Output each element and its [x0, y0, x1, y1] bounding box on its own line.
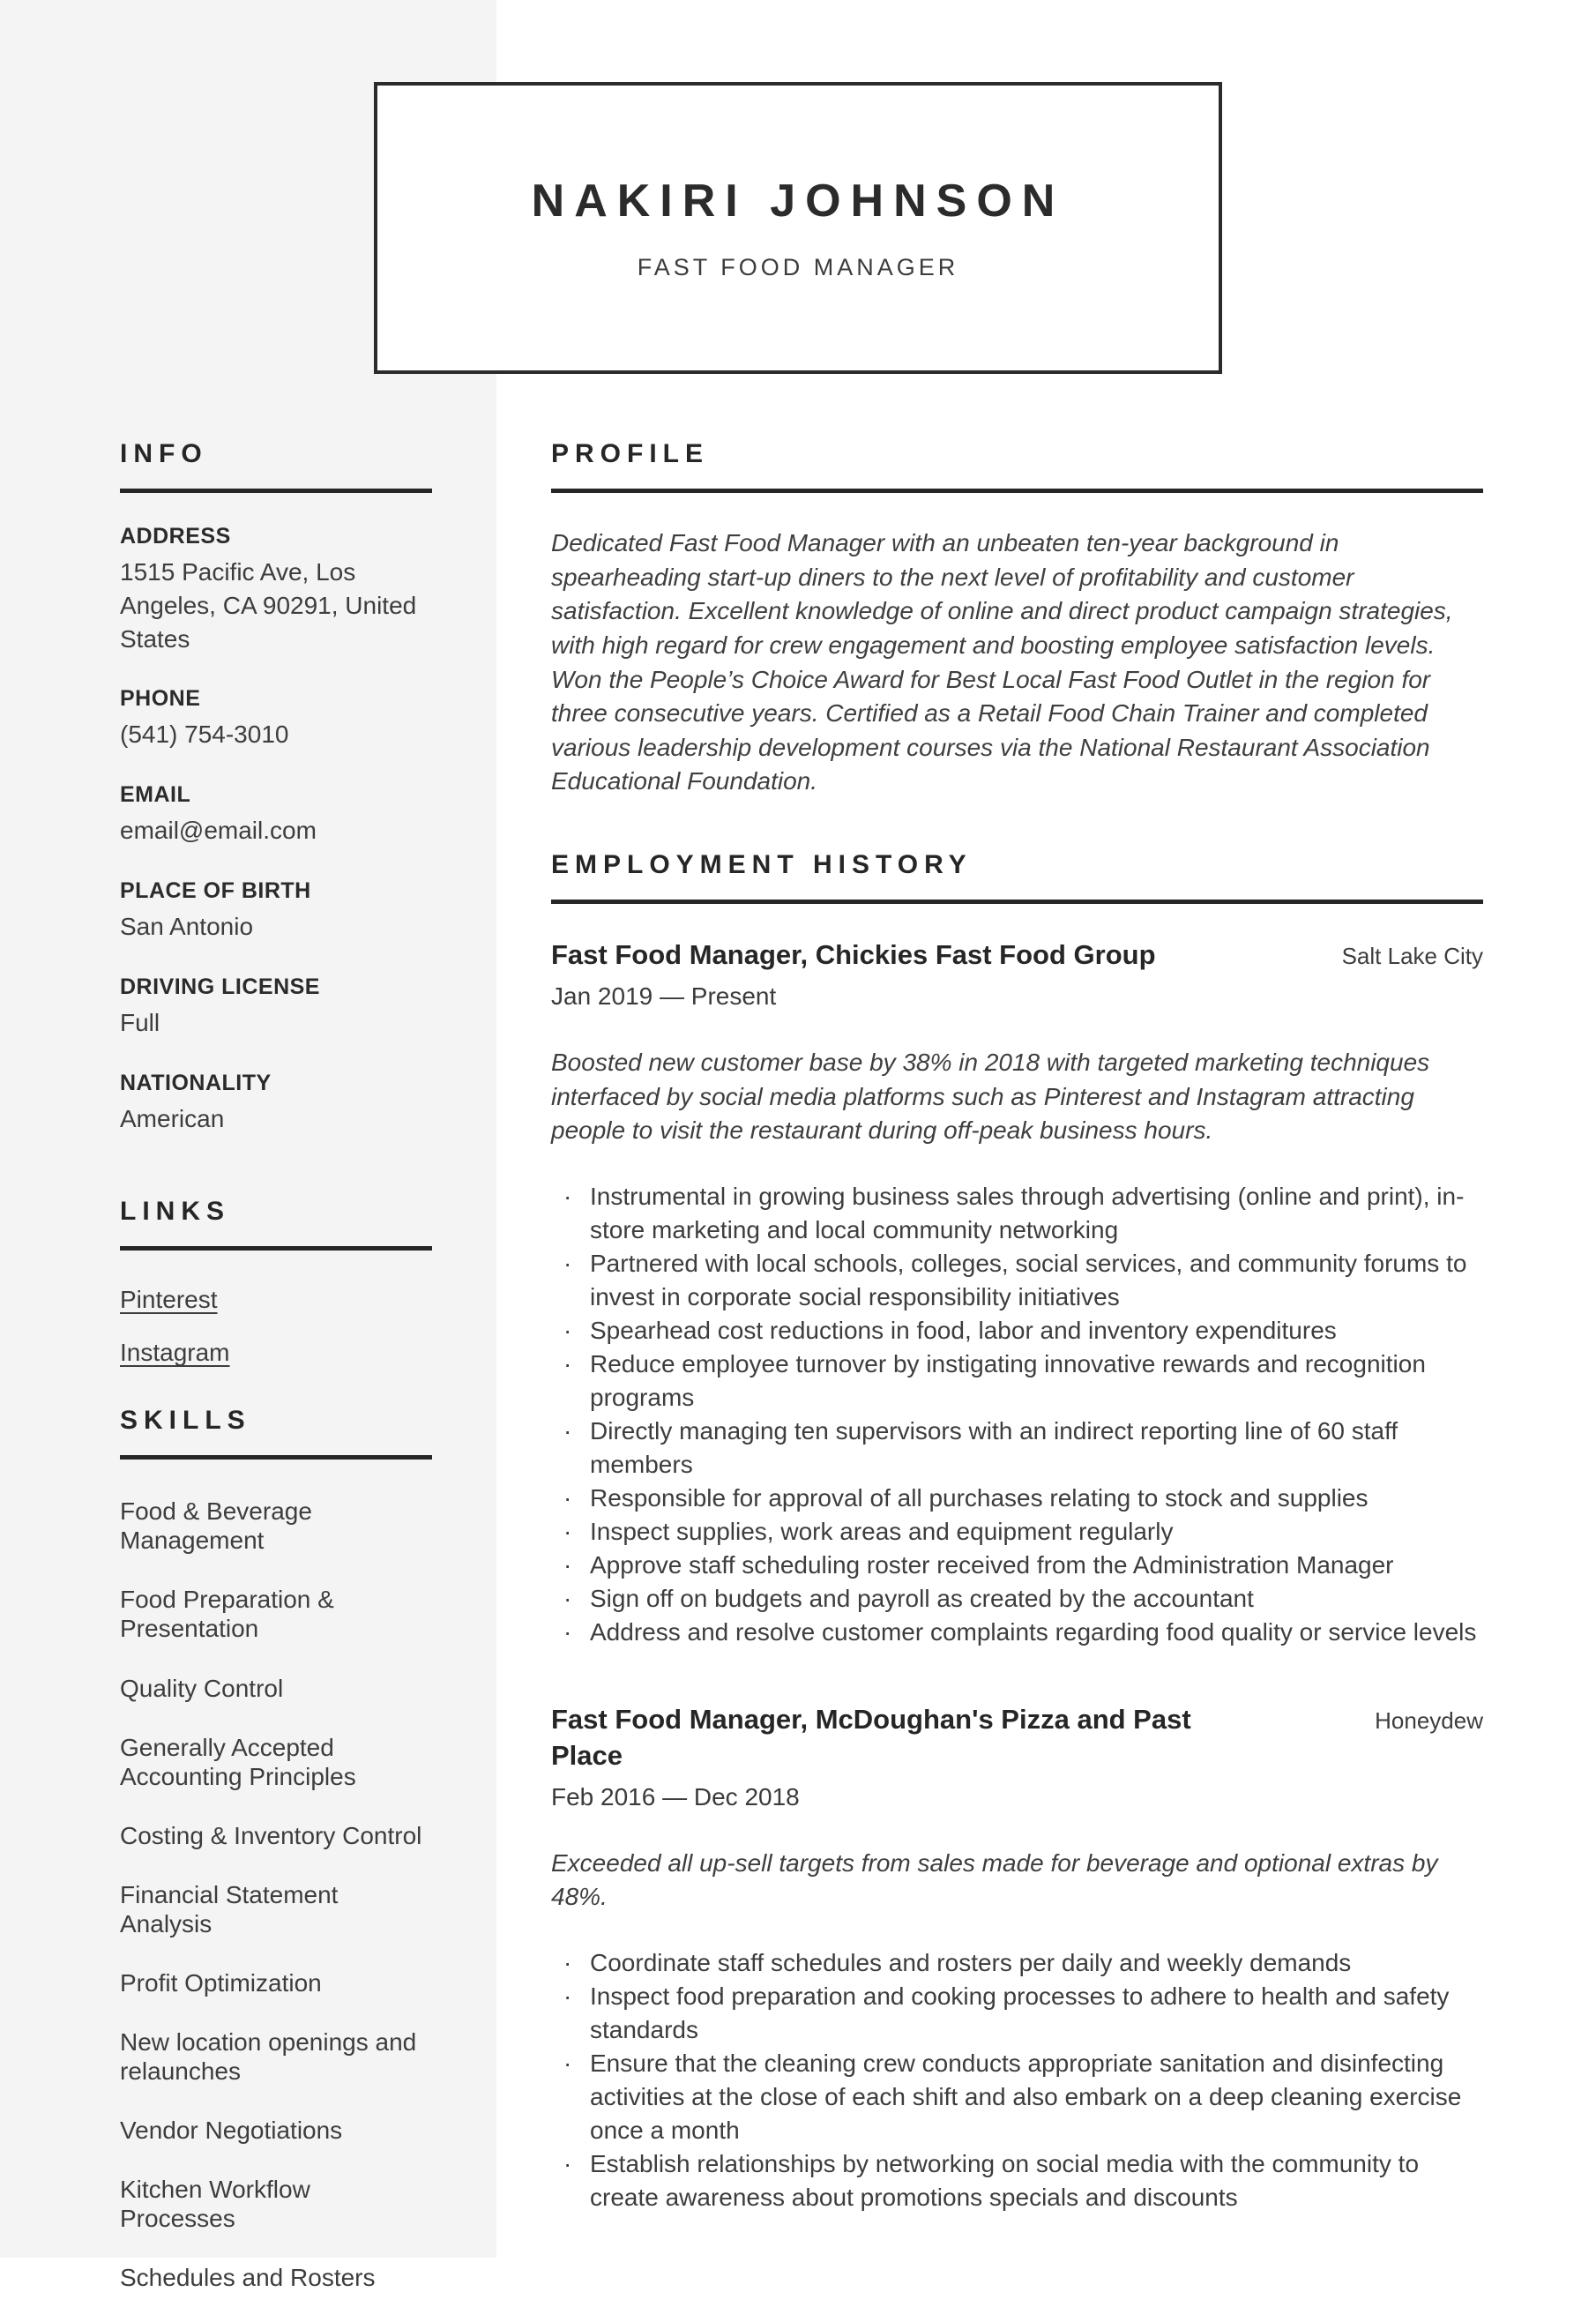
job-bullet: · Sign off on budgets and payroll as created by the accountant	[551, 1582, 1483, 1616]
job-entry-1	[551, 937, 1483, 1649]
social-link[interactable]: Pinterest	[120, 1286, 218, 1314]
profile-section	[551, 441, 1483, 799]
skill-item: Vendor Negotiations	[120, 2116, 343, 2144]
info-field	[120, 781, 432, 847]
info-field	[120, 523, 432, 655]
job-bullet: · Spearhead cost reductions in food, labor and inventory expenditures	[551, 1314, 1483, 1348]
info-field	[120, 685, 432, 751]
job-title: Fast Food Manager, Chickies Fast Food Group	[551, 939, 1156, 970]
job-bullet: · Partnered with local schools, colleges, social services, and community forums to invest in corporate social responsibility initiatives	[551, 1247, 1483, 1314]
job-bullet: · Inspect supplies, work areas and equipment regularly	[551, 1515, 1483, 1549]
job-dates: Feb 2016 — Dec 2018	[551, 1782, 800, 1811]
info-field-value: American	[120, 1104, 225, 1132]
info-field	[120, 877, 432, 944]
info-field-value: (541) 754-3010	[120, 720, 289, 749]
job-bullet: · Ensure that the cleaning crew conducts appropriate sanitation and disinfecting activities at the close of each shift and also embark on a deep cleaning exercise once a month	[551, 2047, 1483, 2147]
job-bullet: · Establish relationships by networking on social media with the community to create awareness about promotions specials and discounts	[551, 2147, 1483, 2214]
info-heading: INFO	[120, 441, 432, 493]
job-bullet: · Approve staff scheduling roster received from the Administration Manager	[551, 1549, 1483, 1582]
candidate-job-title: FAST FOOD MANAGER	[637, 254, 959, 280]
job-bullet: · Address and resolve customer complaints regarding food quality or service levels	[551, 1616, 1483, 1649]
skill-item: New location openings and relaunches	[120, 2027, 417, 2085]
skills-list	[120, 1497, 432, 2292]
job-bullet: · Inspect food preparation and cooking processes to adhere to health and safety standards	[551, 1980, 1483, 2047]
header-box	[374, 82, 1222, 374]
info-field	[120, 1070, 432, 1136]
links-list	[120, 1286, 432, 1367]
job-bullet: · Directly managing ten supervisors with an indirect reporting line of 60 staff members	[551, 1415, 1483, 1482]
info-field	[120, 974, 432, 1040]
job-summary: Exceeded all up-sell targets from sales made for beverage and optional extras by 48%.	[551, 1848, 1438, 1911]
job-bullet: · Coordinate staff schedules and rosters per daily and weekly demands	[551, 1946, 1483, 1980]
skill-item: Costing & Inventory Control	[120, 1821, 422, 1849]
profile-heading: PROFILE	[551, 441, 1483, 493]
links-section	[120, 1198, 432, 1367]
skill-item: Kitchen Workflow Processes	[120, 2175, 310, 2232]
info-field-label: EMAIL	[120, 782, 191, 808]
job-dates: Jan 2019 — Present	[551, 982, 777, 1010]
job-header	[551, 1702, 1483, 1774]
skill-item: Generally Accepted Accounting Principles	[120, 1733, 356, 1790]
links-heading: LINKS	[120, 1198, 432, 1251]
job-bullet: · Responsible for approval of all purchases relating to stock and supplies	[551, 1482, 1483, 1515]
sidebar	[120, 441, 432, 2322]
info-field-value: Full	[120, 1008, 160, 1036]
employment-history-heading: EMPLOYMENT HISTORY	[551, 852, 1483, 904]
info-field-label: ADDRESS	[120, 524, 231, 549]
info-field-label: NATIONALITY	[120, 1070, 272, 1095]
job-bullet: · Reduce employee turnover by instigating innovative rewards and recognition programs	[551, 1348, 1483, 1415]
job-entry-2	[551, 1702, 1483, 2214]
info-field-label: DRIVING LICENSE	[120, 974, 320, 999]
skill-item: Quality Control	[120, 1674, 284, 1702]
skill-item: Profit Optimization	[120, 1968, 322, 1997]
info-fields	[120, 523, 432, 1135]
job-bullet-list	[551, 1946, 1483, 2214]
social-link[interactable]: Instagram	[120, 1339, 230, 1367]
job-bullet: · Instrumental in growing business sales through advertising (online and print), in-store marketing and local community networking	[551, 1180, 1483, 1247]
profile-text: Dedicated Fast Food Manager with an unbeaten ten-year background in spearheading start-up diners to the next level of profitability and customer satisfaction. Excellent knowledge of online and direct product campaign strategies, with high regard for crew engagement and boosting employee satisfaction levels. Won the People’s Choice Award for Best Local Fast Food Outlet in the region for three consecutive years. Certified as a Retail Food Chain Trainer and completed various leadership development courses via the National Restaurant Association Educational Foundation.	[551, 529, 1453, 795]
info-section	[120, 441, 432, 1135]
skills-heading: SKILLS	[120, 1407, 432, 1460]
skill-item: Financial Statement Analysis	[120, 1880, 339, 1937]
info-field-label: PHONE	[120, 686, 201, 712]
skills-section	[120, 1407, 432, 2292]
skill-item: Food Preparation & Presentation	[120, 1586, 334, 1643]
main-column	[551, 441, 1483, 2214]
skill-item: Schedules and Rosters	[120, 2263, 376, 2291]
info-field-value: 1515 Pacific Ave, Los Angeles, CA 90291, United States	[120, 558, 417, 653]
job-location: Salt Lake City	[1341, 943, 1483, 969]
employment-history-section	[551, 852, 1483, 2214]
job-location: Honeydew	[1375, 1706, 1483, 1734]
skill-item: Food & Beverage Management	[120, 1497, 312, 1555]
job-title: Fast Food Manager, McDoughan's Pizza and Past Place	[551, 1703, 1191, 1771]
job-header	[551, 937, 1483, 974]
candidate-name: NAKIRI JOHNSON	[531, 175, 1065, 227]
job-summary: Boosted new customer base by 38% in 2018 with targeted marketing techniques interfaced by social media platforms such as Pinterest and Instagram attracting people to visit the restaurant during off-peak business hours.	[551, 1048, 1430, 1145]
info-field-value: San Antonio	[120, 912, 254, 940]
info-field-label: PLACE OF BIRTH	[120, 877, 311, 903]
info-field-value: email@email.com	[120, 817, 317, 845]
job-bullet-list	[551, 1180, 1483, 1649]
